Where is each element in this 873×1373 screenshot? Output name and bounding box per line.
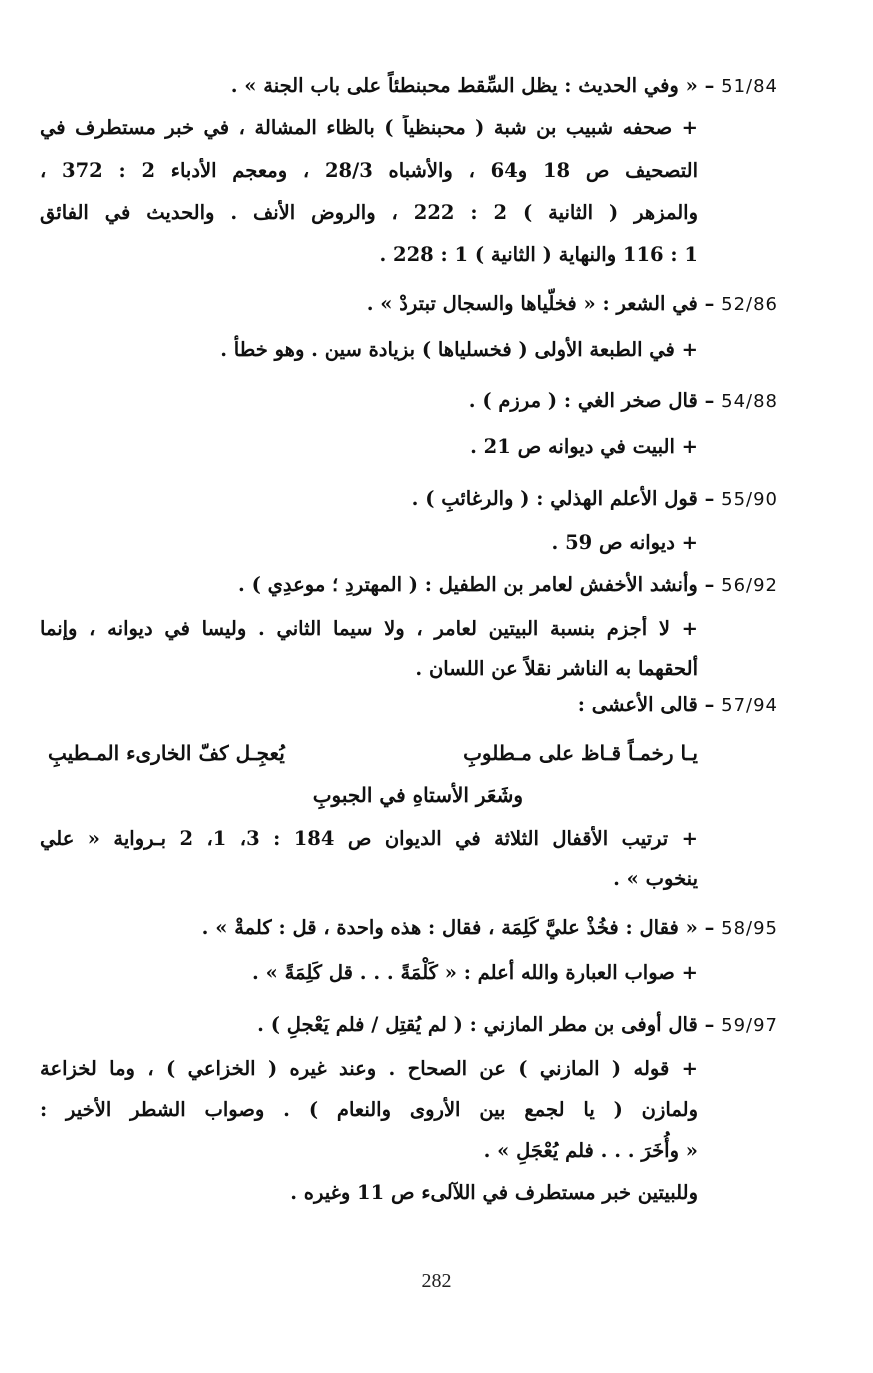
entry-head-text: – قال صخر الغي : ( مرزم ) . — [468, 389, 715, 412]
entry-ref: 57/94 — [721, 695, 778, 716]
note-line: ولمازن ( يا لجمع بين الأروى والنعام ) . وصواب الشطر الأخير : — [40, 1098, 698, 1121]
entry-head — [231, 73, 778, 100]
verse-hemistich-first: يـا رخمـاً قـاظ على مـطلوبِ — [463, 741, 698, 765]
verse-hemistich-third: وشَعَر الأستاهِ في الجبوبِ — [312, 783, 523, 807]
entry-ref: 51/84 — [721, 76, 778, 97]
entry-head — [367, 291, 778, 318]
note-line: والمزهر ( الثانية ) 2 : 222 ، والروض الأنف . والحديث في الفائق — [40, 201, 698, 224]
entry-head-text: – « فقال : فخُذْ عليَّ كَلِمَة ، فقال : هذه واحدة ، قل : كلمةْ » . — [201, 916, 715, 939]
entry-ref: 52/86 — [721, 294, 778, 315]
entry-head — [202, 915, 778, 942]
entry-ref: 58/95 — [721, 918, 778, 939]
note-line: + لا أجزم بنسبة البيتين لعامر ، ولا سيما الثاني . وليسا في ديوانه ، وإنما — [40, 617, 698, 640]
entry-head — [412, 486, 778, 513]
entry-head — [578, 692, 778, 719]
note-line: التصحيف ص 18 و64 ، والأشباه 28/3 ، ومعجم الأدباء 2 : 372 ، — [40, 159, 698, 182]
entry-head-text: – وأنشد الأخفش لعامر بن الطفيل : ( المهتردِ ؛ موعدِي ) . — [238, 573, 715, 596]
note-line: + ديوانه ص 59 . — [551, 531, 698, 554]
entry-head-text: – « وفي الحديث : يظل السِّقط محبنطئاً على باب الجنة » . — [230, 74, 715, 97]
entry-head-text: – قالى الأعشى : — [577, 693, 715, 716]
note-line: + قوله ( المازني ) عن الصحاح . وعند غيره ( الخزاعي ) ، وما لخزاعة — [40, 1057, 698, 1080]
verse-hemistich-second: يُعجِـل كفّ الخارىء المـطيبِ — [48, 741, 285, 765]
note-line: ألحقهما به الناشر نقلاً عن اللسان . — [415, 657, 698, 680]
entry-ref: 55/90 — [721, 489, 778, 510]
note-line: + صحفه شبيب بن شبة ( محبنظياً ) بالظاء المشالة ، في خبر مستطرف في — [40, 116, 698, 139]
note-line: 1 : 116 والنهاية ( الثانية ) 1 : 228 . — [379, 243, 698, 266]
note-line: + ترتيب الأقفال الثلاثة في الديوان ص 184 : 3، 1، 2 بـرواية « علي — [40, 827, 698, 850]
note-line: « وأُخَرَ . . . فلم يُعْجَلِ » . — [483, 1139, 698, 1162]
entry-head-text: – قال أوفى بن مطر المازني : ( لم يُقتِل / فلم يَعْجلِ ) . — [257, 1013, 715, 1036]
page-number: 282 — [421, 1270, 452, 1292]
entry-ref: 56/92 — [721, 575, 778, 596]
entry-head — [257, 1012, 778, 1039]
note-line: + البيت في ديوانه ص 21 . — [470, 435, 698, 458]
entry-ref: 59/97 — [721, 1015, 778, 1036]
entry-head — [469, 388, 778, 415]
entry-head-text: – قول الأعلم الهذلي : ( والرغائبِ ) . — [411, 487, 715, 510]
note-line: ينخوب » . — [613, 867, 698, 890]
note-line: + في الطبعة الأولى ( فخسلياها ) بزيادة سين . وهو خطأ . — [220, 338, 698, 361]
entry-head-text: – في الشعر : « فخلّياها والسجال تبتردْ » . — [366, 292, 715, 315]
entry-ref: 54/88 — [721, 391, 778, 412]
note-line: وللبيتين خبر مستطرف في اللآلىء ص 11 وغيره . — [290, 1181, 698, 1204]
note-line: + صواب العبارة والله أعلم : « كَلْمَةً . . . قل كَلِمَةً » . — [252, 961, 698, 984]
entry-head — [238, 572, 778, 599]
